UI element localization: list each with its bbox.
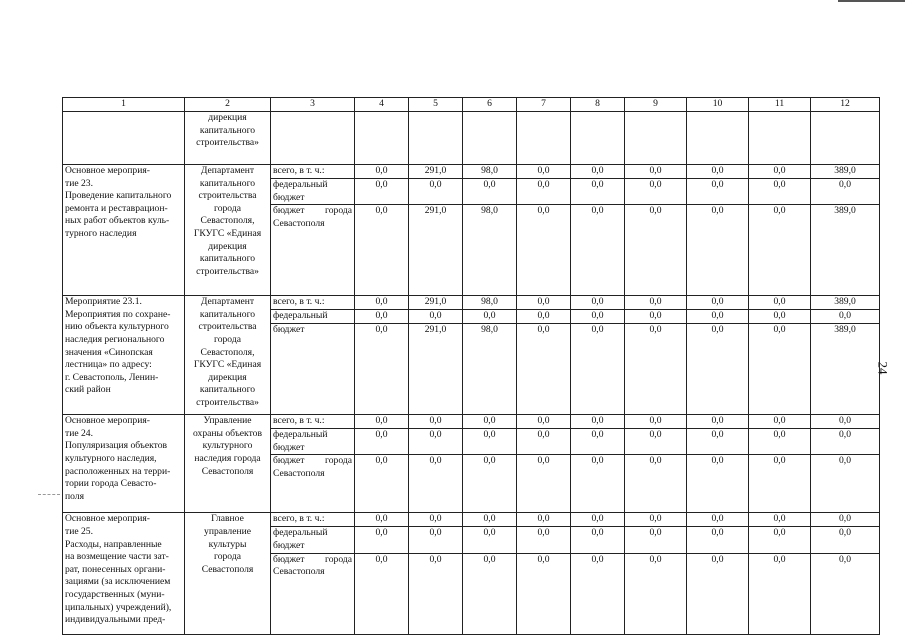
value-cell: 0,0 (517, 429, 571, 455)
source-cell: бюджет города Севастополя (271, 455, 355, 513)
source-cell: федеральный (271, 310, 355, 324)
measure-line: расположенных на терри- (65, 465, 171, 477)
measure-line: значения «Синопская (65, 346, 153, 358)
value-cell: 0,0 (571, 527, 625, 553)
value-cell: 98,0 (463, 296, 517, 310)
value-cell: 98,0 (463, 165, 517, 179)
measure-line: ский район (65, 384, 111, 396)
source-cell: всего, в т. ч.: (271, 296, 355, 310)
measure-line: индивидуальными пред- (65, 614, 166, 626)
source-cell: федеральный бюджет (271, 179, 355, 205)
value-cell: 291,0 (409, 205, 463, 296)
value-cell: 0,0 (625, 415, 687, 429)
value-cell: 0,0 (571, 553, 625, 634)
measure-cell (63, 296, 185, 415)
value-cell: 0,0 (463, 527, 517, 553)
responsible-line: Севастополя, (200, 346, 255, 358)
measure-line: ных работ объектов куль- (65, 215, 170, 227)
column-number: 1 (63, 98, 185, 112)
column-number: 5 (409, 98, 463, 112)
measure-line: Популяризация объектов (65, 440, 168, 452)
value-cell: 0,0 (517, 324, 571, 415)
empty-cell (463, 112, 517, 165)
responsible-cell (185, 513, 271, 634)
measure-line: поля (65, 490, 85, 502)
value-cell: 0,0 (811, 415, 880, 429)
measure-line: тие 25. (65, 525, 93, 537)
measure-line: нию объекта культурного (65, 321, 169, 333)
responsible-line: капитального (199, 177, 256, 189)
value-cell: 0,0 (463, 513, 517, 527)
measure-line: государственных (муни- (65, 588, 165, 600)
value-cell: 0,0 (625, 296, 687, 310)
responsible-line: управление (204, 525, 251, 537)
budget-table (62, 97, 880, 635)
value-cell: 0,0 (687, 527, 749, 553)
table-row (63, 165, 880, 179)
value-cell: 389,0 (811, 324, 880, 415)
value-cell: 0,0 (811, 310, 880, 324)
value-cell: 0,0 (355, 553, 409, 634)
value-cell: 291,0 (409, 296, 463, 310)
value-cell: 0,0 (687, 296, 749, 310)
source-cell: бюджет города Севастополя (271, 553, 355, 634)
value-cell: 0,0 (409, 513, 463, 527)
measure-line: Основное мероприя- (65, 165, 150, 176)
value-cell: 0,0 (355, 415, 409, 429)
value-cell: 0,0 (687, 205, 749, 296)
measure-cell (63, 112, 185, 165)
column-number: 7 (517, 98, 571, 112)
measure-cell (63, 415, 185, 513)
value-cell: 0,0 (749, 179, 811, 205)
empty-cell (811, 112, 880, 165)
responsible-line: капитального (199, 124, 256, 136)
value-cell: 98,0 (463, 205, 517, 296)
value-cell: 0,0 (687, 179, 749, 205)
value-cell: 0,0 (749, 324, 811, 415)
column-number: 8 (571, 98, 625, 112)
value-cell: 0,0 (749, 205, 811, 296)
value-cell: 0,0 (625, 165, 687, 179)
table-header (63, 98, 880, 112)
value-cell: 0,0 (625, 429, 687, 455)
source-cell: федеральный бюджет (271, 429, 355, 455)
value-cell: 0,0 (571, 179, 625, 205)
measure-line: ципальных) учреждений), (65, 601, 172, 613)
value-cell: 0,0 (517, 513, 571, 527)
value-cell: 0,0 (749, 296, 811, 310)
value-cell: 0,0 (749, 513, 811, 527)
value-cell: 0,0 (571, 429, 625, 455)
responsible-line: Севастополя (201, 465, 254, 477)
responsible-line: капитального (199, 308, 256, 320)
responsible-line: дирекция (208, 371, 247, 383)
measure-line: культурного наследия, (65, 452, 157, 464)
value-cell: 0,0 (687, 415, 749, 429)
column-number: 10 (687, 98, 749, 112)
value-cell: 0,0 (749, 527, 811, 553)
value-cell: 0,0 (517, 527, 571, 553)
value-cell: 0,0 (571, 165, 625, 179)
value-cell: 0,0 (517, 296, 571, 310)
value-cell: 0,0 (355, 527, 409, 553)
value-cell: 0,0 (687, 553, 749, 634)
responsible-line: Главное (211, 513, 244, 525)
value-cell: 0,0 (355, 165, 409, 179)
responsible-line: капитального (199, 253, 256, 265)
measure-cell (63, 513, 185, 634)
value-cell: 0,0 (517, 205, 571, 296)
value-cell: 0,0 (409, 527, 463, 553)
value-cell: 0,0 (463, 179, 517, 205)
top-rule (838, 0, 905, 2)
table-row (63, 415, 880, 429)
source-cell: бюджет (271, 324, 355, 415)
value-cell: 0,0 (625, 553, 687, 634)
measure-line: зациями (за исключением (65, 576, 171, 588)
responsible-cell (185, 296, 271, 415)
value-cell: 0,0 (355, 310, 409, 324)
table-row (63, 296, 880, 310)
responsible-line: строительства (198, 321, 257, 333)
value-cell: 0,0 (517, 553, 571, 634)
value-cell: 0,0 (517, 310, 571, 324)
value-cell: 0,0 (625, 324, 687, 415)
value-cell: 0,0 (749, 553, 811, 634)
value-cell: 0,0 (811, 553, 880, 634)
column-number: 3 (271, 98, 355, 112)
value-cell: 0,0 (811, 179, 880, 205)
column-number: 2 (185, 98, 271, 112)
value-cell: 0,0 (571, 455, 625, 513)
column-number: 11 (749, 98, 811, 112)
measure-line: рат, понесенных органи- (65, 563, 166, 575)
value-cell: 0,0 (625, 179, 687, 205)
value-cell: 98,0 (463, 324, 517, 415)
responsible-line: ГКУГС «Единая (193, 359, 262, 371)
value-cell: 0,0 (463, 310, 517, 324)
measure-line: Основное мероприя- (65, 513, 150, 525)
page-number: 24 (875, 361, 891, 375)
value-cell: 0,0 (811, 455, 880, 513)
responsible-line: дирекция (208, 112, 247, 123)
empty-cell (271, 112, 355, 165)
value-cell: 0,0 (687, 310, 749, 324)
table-row (63, 513, 880, 527)
responsible-cell (185, 112, 271, 165)
value-cell: 0,0 (625, 310, 687, 324)
measure-line: тории города Севасто- (65, 478, 157, 490)
measure-line: ремонта и реставрацион- (65, 202, 168, 214)
value-cell: 0,0 (687, 324, 749, 415)
column-number: 6 (463, 98, 517, 112)
responsible-line: Управление (203, 415, 252, 427)
value-cell: 0,0 (749, 165, 811, 179)
value-cell: 0,0 (625, 455, 687, 513)
responsible-line: охраны объектов (193, 427, 262, 439)
value-cell: 0,0 (571, 324, 625, 415)
responsible-line: культурного (202, 440, 253, 452)
empty-cell (409, 112, 463, 165)
responsible-cell (185, 165, 271, 296)
measure-line: Проведение капитального (65, 190, 172, 202)
empty-cell (571, 112, 625, 165)
responsible-line: капитального (199, 384, 256, 396)
value-cell: 0,0 (409, 553, 463, 634)
empty-cell (517, 112, 571, 165)
value-cell: 0,0 (749, 429, 811, 455)
responsible-line: Севастополя, (200, 215, 255, 227)
value-cell: 389,0 (811, 296, 880, 310)
responsible-line: строительства (198, 190, 257, 202)
responsible-line: города (214, 333, 241, 345)
responsible-line: наследия города (194, 452, 261, 464)
measure-line: Расходы, направленные (65, 538, 162, 550)
empty-cell (749, 112, 811, 165)
measure-line: лестница» по адресу: (65, 359, 152, 371)
value-cell: 0,0 (355, 205, 409, 296)
responsible-line: города (214, 202, 241, 214)
value-cell: 0,0 (355, 179, 409, 205)
measure-line: турного наследия (65, 227, 137, 239)
source-cell: бюджет города Севастополя (271, 205, 355, 296)
measure-cell (63, 165, 185, 296)
value-cell: 0,0 (811, 429, 880, 455)
source-cell: всего, в т. ч.: (271, 513, 355, 527)
responsible-line: строительства» (196, 265, 259, 277)
value-cell: 0,0 (571, 513, 625, 527)
value-cell: 0,0 (749, 455, 811, 513)
measure-line: наследия регионального (65, 333, 165, 345)
column-number: 9 (625, 98, 687, 112)
value-cell: 0,0 (571, 205, 625, 296)
value-cell: 0,0 (687, 165, 749, 179)
value-cell: 0,0 (409, 455, 463, 513)
empty-cell (355, 112, 409, 165)
responsible-line: культуры (208, 538, 247, 550)
measure-line: Мероприятие 23.1. (65, 296, 142, 308)
measure-line: г. Севастополь, Ленин- (65, 371, 159, 383)
value-cell: 0,0 (687, 513, 749, 527)
responsible-line: строительства» (196, 396, 259, 408)
value-cell: 0,0 (409, 415, 463, 429)
value-cell: 0,0 (463, 455, 517, 513)
value-cell: 0,0 (517, 179, 571, 205)
value-cell: 0,0 (517, 415, 571, 429)
value-cell: 389,0 (811, 205, 880, 296)
measure-line: Мероприятия по сохране- (65, 308, 171, 320)
responsible-line: строительства» (196, 137, 259, 149)
value-cell: 0,0 (409, 429, 463, 455)
value-cell: 0,0 (749, 310, 811, 324)
value-cell: 0,0 (409, 310, 463, 324)
continuation-row (63, 112, 880, 165)
value-cell: 389,0 (811, 165, 880, 179)
value-cell: 0,0 (355, 429, 409, 455)
empty-cell (625, 112, 687, 165)
responsible-line: Севастополя (201, 563, 254, 575)
value-cell: 0,0 (687, 455, 749, 513)
value-cell: 0,0 (517, 455, 571, 513)
measure-line: тие 24. (65, 427, 93, 439)
responsible-line: Департамент (200, 165, 255, 176)
responsible-line: ГКУГС «Единая (193, 227, 262, 239)
source-cell: всего, в т. ч.: (271, 415, 355, 429)
value-cell: 0,0 (811, 513, 880, 527)
value-cell: 0,0 (409, 179, 463, 205)
value-cell: 0,0 (571, 415, 625, 429)
value-cell: 291,0 (409, 324, 463, 415)
value-cell: 0,0 (571, 296, 625, 310)
measure-line: тие 23. (65, 177, 93, 189)
value-cell: 0,0 (749, 415, 811, 429)
empty-cell (687, 112, 749, 165)
measure-line: Основное мероприя- (65, 415, 150, 427)
value-cell: 0,0 (355, 324, 409, 415)
value-cell: 0,0 (517, 165, 571, 179)
responsible-line: Департамент (200, 296, 255, 308)
value-cell: 0,0 (687, 429, 749, 455)
value-cell: 0,0 (463, 415, 517, 429)
column-number: 12 (811, 98, 880, 112)
value-cell: 0,0 (463, 429, 517, 455)
source-cell: федеральный бюджет (271, 527, 355, 553)
value-cell: 0,0 (355, 513, 409, 527)
value-cell: 0,0 (811, 527, 880, 553)
responsible-cell (185, 415, 271, 513)
responsible-line: дирекция (208, 240, 247, 252)
value-cell: 0,0 (571, 310, 625, 324)
value-cell: 0,0 (355, 455, 409, 513)
value-cell: 0,0 (625, 527, 687, 553)
measure-line: на возмещение части зат- (65, 551, 169, 563)
value-cell: 0,0 (625, 205, 687, 296)
value-cell: 0,0 (625, 513, 687, 527)
value-cell: 0,0 (463, 553, 517, 634)
source-cell: всего, в т. ч.: (271, 165, 355, 179)
margin-mark (38, 494, 60, 495)
responsible-line: города (214, 551, 241, 563)
column-number: 4 (355, 98, 409, 112)
value-cell: 0,0 (355, 296, 409, 310)
value-cell: 291,0 (409, 165, 463, 179)
